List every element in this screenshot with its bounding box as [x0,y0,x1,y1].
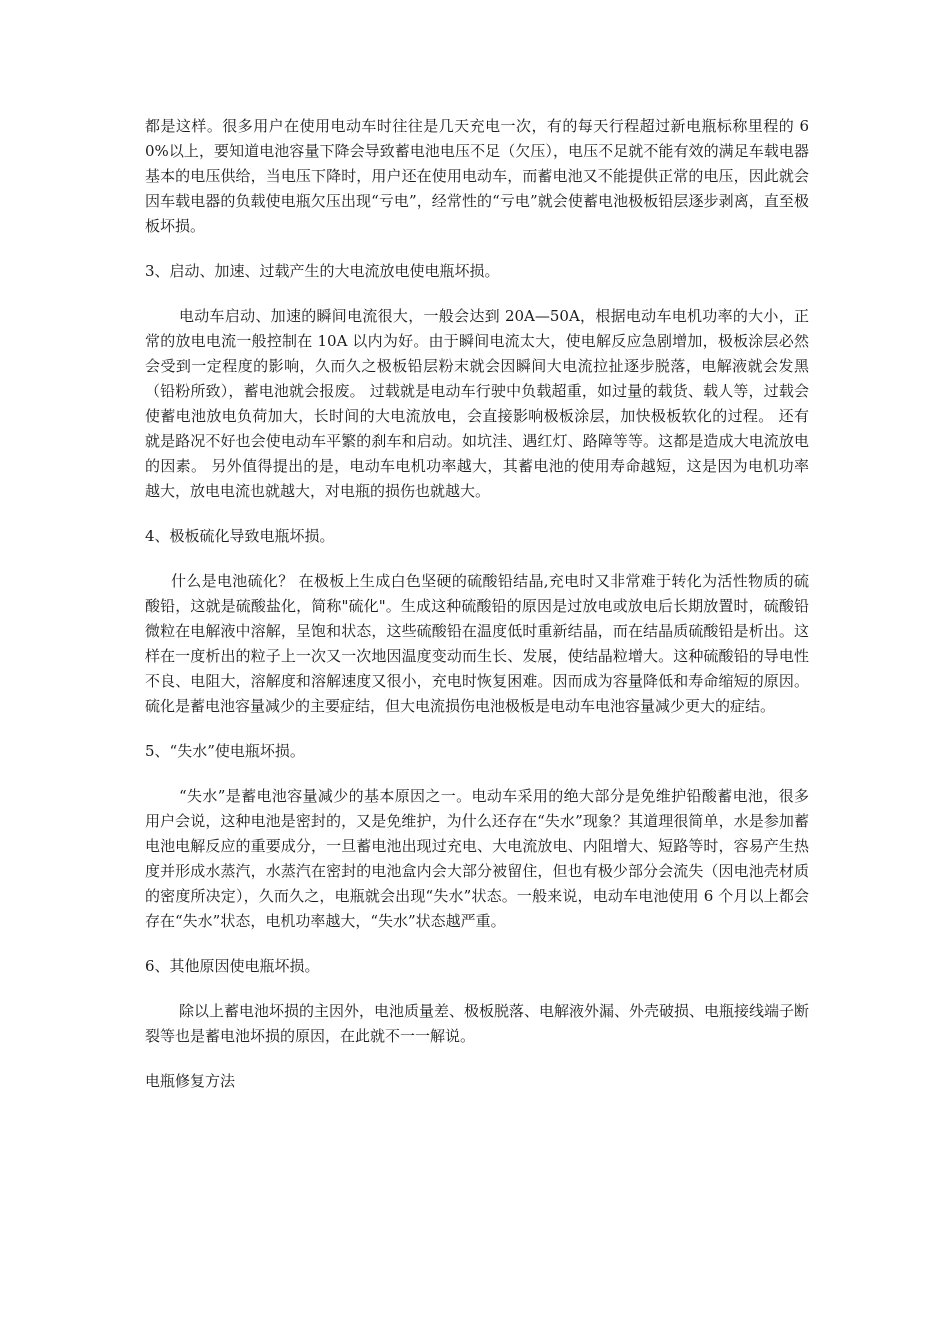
section-4-paragraph: 什么是电池硫化？ 在极板上生成白色坚硬的硫酸铅结晶,充电时又非常难于转化为活性物质的硫酸铅，这就是硫酸盐化，简称"硫化"。生成这种硫酸铅的原因是过放电或放电后长期放置时，硫酸铅微粒在电解液中溶解，呈饱和状态，这些硫酸铅在温度低时重新结晶，而在结晶质硫酸铅是析出。这样在一度析出的粒子上一次又一次地因温度变动而生长、发展，使结晶粒增大。这种硫酸铅的导电性不良、电阻大，溶解度和溶解速度又很小，充电时恢复困难。因而成为容量降低和寿命缩短的原因。硫化是蓄电池容量减少的主要症结，但大电流损伤电池极板是电动车电池容量减少更大的症结。 [145,572,809,715]
section-6-heading: 6、其他原因使电瓶坏损。 [145,957,320,975]
section-3-paragraph: 电动车启动、加速的瞬间电流很大，一般会达到 20A—50A，根据电动车电机功率的大小，正常的放电电流一般控制在 10A 以内为好。由于瞬间电流太大，使电解反应急剧增加，极板涂层必然会受到一定程度的影响，久而久之极板铅层粉末就会因瞬间大电流拉扯逐步脱落，电解液就会发黑（铅粉所致），蓄电池就会报废。 过载就是电动车行驶中负载超重，如过量的载货、载人等，过载会使蓄电池放电负荷加大，长时间的大电流放电，会直接影响极板涂层，加快极板软化的过程。 还有就是路况不好也会使电动车平繁的刹车和启动。如坑洼、遇红灯、路障等等。这都是造成大电流放电的因素。 另外值得提出的是，电动车电机功率越大，其蓄电池的使用寿命越短，这是因为电机功率越大，放电电流也就越大，对电瓶的损伤也就越大。 [145,307,809,500]
section-3-heading: 3、启动、加速、过载产生的大电流放电使电瓶坏损。 [145,262,500,280]
section-6-paragraph: 除以上蓄电池坏损的主因外，电池质量差、极板脱落、电解液外漏、外壳破损、电瓶接线端子断裂等也是蓄电池坏损的原因，在此就不一一解说。 [145,1002,810,1045]
intro-paragraph: 都是这样。很多用户在使用电动车时往往是几天充电一次，有的每天行程超过新电瓶标称里程的 60%以上，要知道电池容量下降会导致蓄电池电压不足（欠压），电压不足就不能有效的满足车载电器基本的电压供给，当电压下降时，用户还在使用电动车，而蓄电池又不能提供正常的电压，因此就会因车载电器的负载使电瓶欠压出现“亏电”，经常性的“亏电”就会使蓄电池极板铅层逐步剥离，直至极板坏损。 [145,117,809,235]
section-4-heading: 4、极板硫化导致电瓶坏损。 [145,527,335,545]
repair-methods-heading: 电瓶修复方法 [145,1072,236,1090]
section-5-heading: 5、“失水”使电瓶坏损。 [145,742,305,760]
section-5-paragraph: “失水”是蓄电池容量减少的基本原因之一。电动车采用的绝大部分是免维护铅酸蓄电池，很多用户会说，这种电池是密封的，又是免维护，为什么还存在“失水”现象？其道理很简单，水是参加蓄电池电解反应的重要成分，一旦蓄电池出现过充电、大电流放电、内阻增大、短路等时，容易产生热度并形成水蒸汽，水蒸汽在密封的电池盒内会大部分被留住，但也有极少部分会流失（因电池壳材质的密度所决定），久而久之，电瓶就会出现“失水”状态。一般来说，电动车电池使用 6 个月以上都会存在“失水”状态，电机功率越大，“失水”状态越严重。 [145,787,809,930]
document-page [145,114,809,1094]
